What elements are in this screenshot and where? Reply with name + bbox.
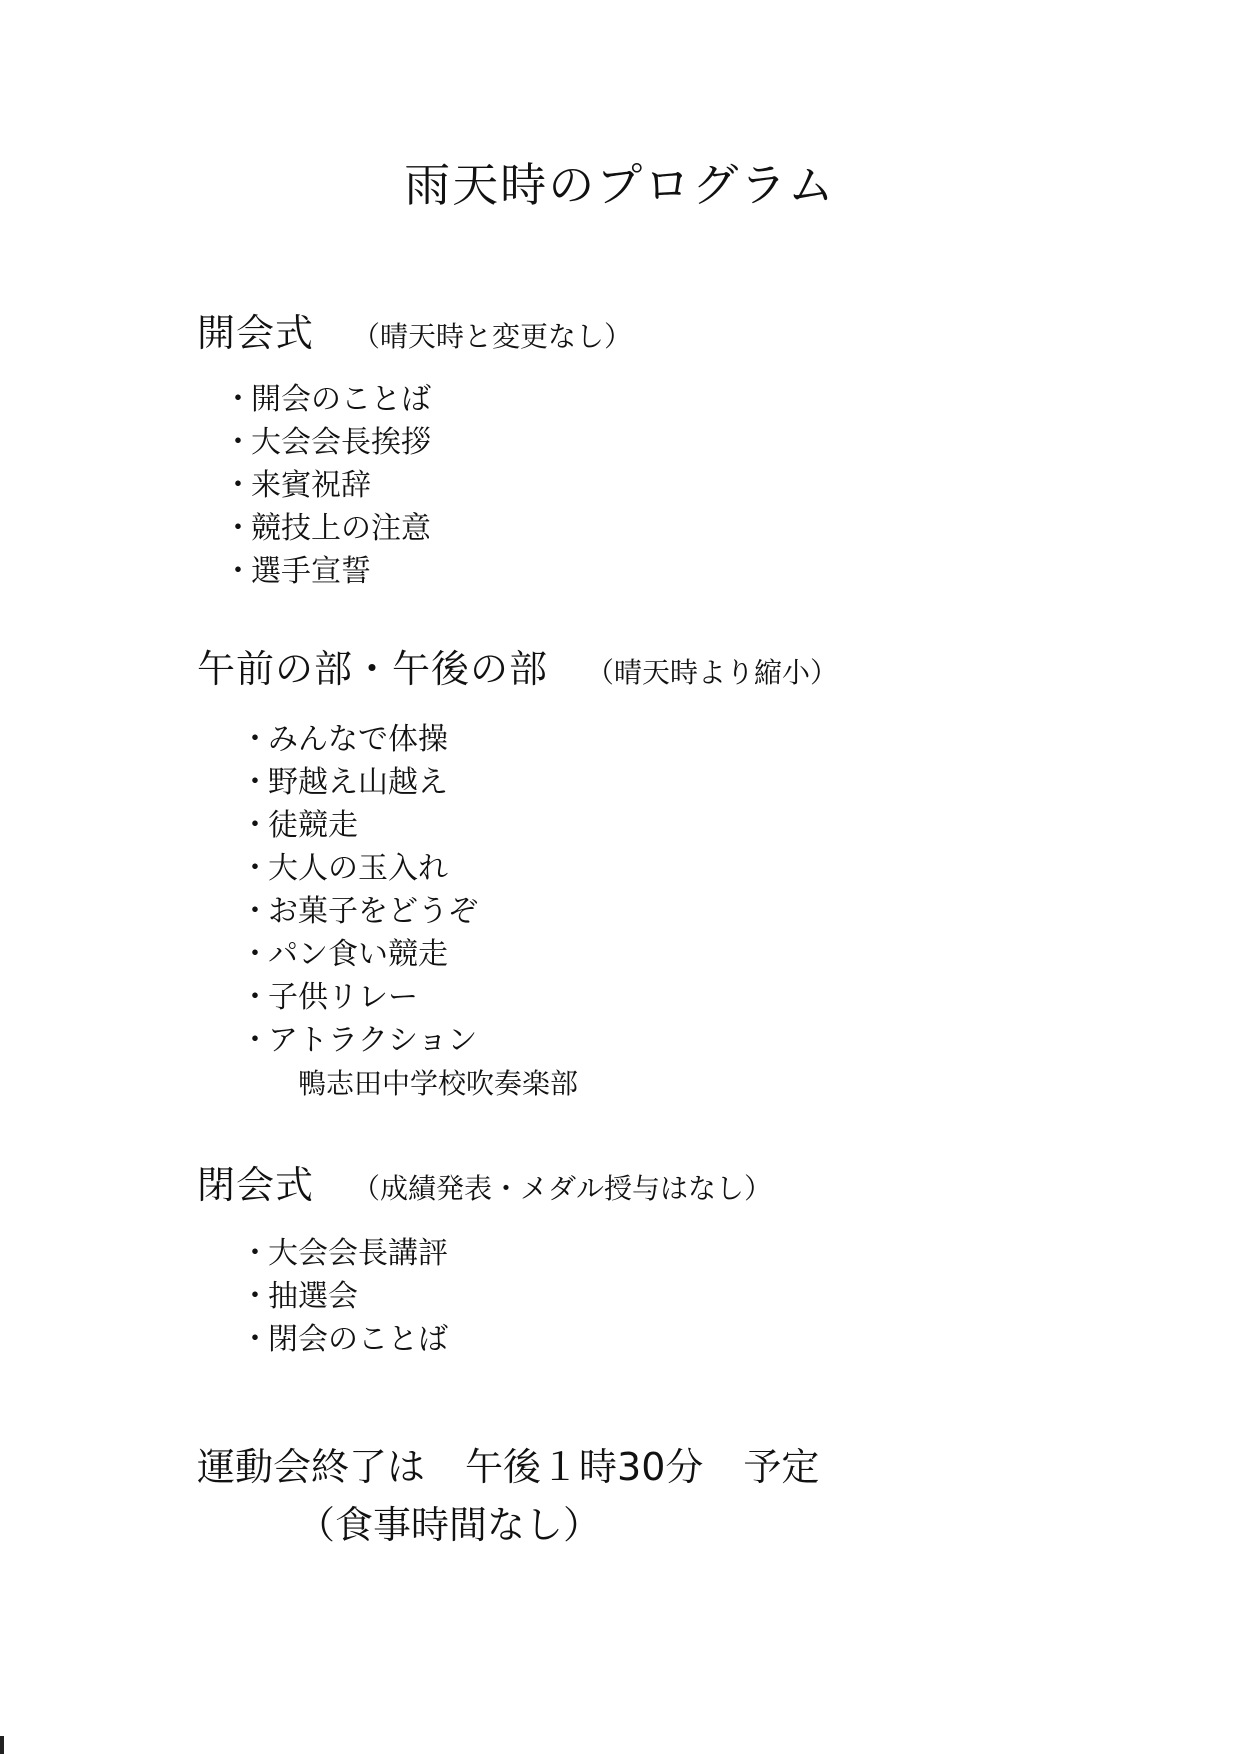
list-item-label: 競技上の注意 xyxy=(251,511,431,546)
list-item-label: みんなで体操 xyxy=(268,722,448,757)
closing-ceremony-heading: 閉会式 xyxy=(197,1163,315,1207)
list-item xyxy=(223,507,1197,550)
end-time-label: 運動会終了は xyxy=(197,1445,426,1489)
page-title: 雨天時のプログラム xyxy=(404,158,836,212)
opening-ceremony-list xyxy=(223,378,1197,593)
scan-edge-mark xyxy=(0,1736,4,1754)
morning-afternoon-heading: 午前の部・午後の部 xyxy=(197,647,549,691)
bullet: ・ xyxy=(240,765,270,800)
bullet: ・ xyxy=(240,808,270,843)
morning-afternoon-heading-row xyxy=(197,644,1197,694)
closing-ceremony-heading-row xyxy=(197,1160,1197,1210)
list-item xyxy=(240,976,1197,1019)
bullet: ・ xyxy=(240,1023,270,1058)
list-item xyxy=(240,890,1197,933)
bullet: ・ xyxy=(240,894,270,929)
meal-time-note: （食事時間なし） xyxy=(297,1503,602,1547)
morning-afternoon-section xyxy=(197,644,1197,1105)
list-item xyxy=(223,421,1197,464)
bullet: ・ xyxy=(223,382,253,417)
list-item xyxy=(223,378,1197,421)
bullet: ・ xyxy=(240,722,270,757)
list-item xyxy=(223,464,1197,507)
bullet: ・ xyxy=(240,1279,270,1314)
list-item xyxy=(223,550,1197,593)
list-item-label: 開会のことば xyxy=(251,382,431,417)
bullet: ・ xyxy=(223,554,253,589)
list-item xyxy=(240,1318,1197,1361)
list-item xyxy=(240,718,1197,761)
morning-afternoon-note: （晴天時より縮小） xyxy=(586,656,839,689)
attraction-performer: 鴨志田中学校吹奏楽部 xyxy=(298,1067,579,1100)
list-item-label: パン食い競走 xyxy=(268,937,448,972)
list-item xyxy=(240,1275,1197,1318)
bullet: ・ xyxy=(240,1236,270,1271)
list-item-label: 抽選会 xyxy=(268,1279,358,1314)
list-item xyxy=(240,933,1197,976)
bullet: ・ xyxy=(223,425,253,460)
opening-ceremony-heading-row xyxy=(197,308,1197,358)
list-item-label: 大人の玉入れ xyxy=(268,851,448,886)
bullet: ・ xyxy=(240,1322,270,1357)
list-item xyxy=(240,804,1197,847)
opening-ceremony-section xyxy=(197,308,1197,593)
list-item-label: 閉会のことば xyxy=(268,1322,448,1357)
end-time-suffix: 予定 xyxy=(743,1445,820,1489)
list-item-label: 大会会長挨拶 xyxy=(251,425,431,460)
list-item xyxy=(240,847,1197,890)
list-item-label: 選手宣誓 xyxy=(251,554,371,589)
end-time-line xyxy=(197,1438,1197,1496)
opening-ceremony-heading: 開会式 xyxy=(197,311,315,355)
list-item-label: お菓子をどうぞ xyxy=(268,894,478,929)
bullet: ・ xyxy=(223,511,253,546)
end-time-block xyxy=(197,1438,1197,1554)
list-item xyxy=(240,1232,1197,1275)
bullet: ・ xyxy=(240,851,270,886)
opening-ceremony-note: （晴天時と変更なし） xyxy=(352,320,633,353)
list-item-label: 徒競走 xyxy=(268,808,358,843)
bullet: ・ xyxy=(223,468,253,503)
closing-ceremony-list xyxy=(240,1232,1197,1361)
list-item-label: 大会会長講評 xyxy=(268,1236,448,1271)
list-item-label: アトラクション xyxy=(268,1023,478,1058)
list-item-label: 子供リレー xyxy=(268,980,418,1015)
end-time-value: 午後１時30分 xyxy=(465,1445,704,1489)
list-item-label: 来賓祝辞 xyxy=(251,468,371,503)
bullet: ・ xyxy=(240,980,270,1015)
list-item xyxy=(240,1019,1197,1062)
bullet: ・ xyxy=(240,937,270,972)
closing-ceremony-note: （成績発表・メダル授与はなし） xyxy=(352,1172,773,1205)
morning-afternoon-list xyxy=(240,718,1197,1062)
list-item-label: 野越え山越え xyxy=(268,765,448,800)
list-item xyxy=(240,761,1197,804)
closing-ceremony-section xyxy=(197,1160,1197,1361)
